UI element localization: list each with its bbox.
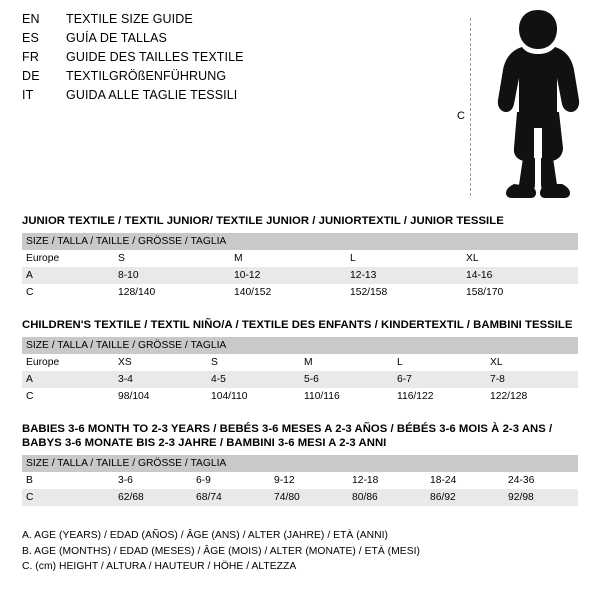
- cell: 140/152: [230, 284, 346, 301]
- section-babies: [22, 422, 578, 506]
- header-row: [22, 31, 452, 50]
- cell: 4-5: [207, 371, 300, 388]
- section-title: BABIES 3-6 MONTH TO 2-3 YEARS / BEBÉS 3-6 MESES A 2-3 AÑOS / BÉBÉS 3-6 MOIS À 2-3 ANS / BABYS 3-6 MONATE BIS 2-3 JAHRE / BAMBINI 3-6 MESI A 2-3 ANNI: [22, 423, 553, 449]
- junior-size-table: [22, 233, 578, 301]
- cell: 74/80: [270, 489, 348, 506]
- cell: XL: [462, 250, 578, 267]
- cell: S: [114, 250, 230, 267]
- header-row: [22, 50, 452, 69]
- row-label: Europe: [22, 250, 114, 267]
- row-label: A: [22, 267, 114, 284]
- height-figure: [440, 6, 590, 201]
- language-code: EN: [22, 12, 40, 26]
- section-title: JUNIOR TEXTILE / TEXTIL JUNIOR/ TEXTILE JUNIOR / JUNIORTEXTIL / JUNIOR TESSILE: [22, 215, 504, 227]
- cell: 9-12: [270, 472, 348, 489]
- language-code: ES: [22, 31, 40, 45]
- toddler-silhouette-icon: [488, 8, 588, 200]
- cell: 3-6: [114, 472, 192, 489]
- cell: 92/98: [504, 489, 578, 506]
- language-title: TEXTILE SIZE GUIDE: [66, 12, 193, 26]
- language-title: GUIDA ALLE TAGLIE TESSILI: [66, 88, 238, 102]
- legend-line-b: B. AGE (MONTHS) / EDAD (MESES) / ÂGE (MOIS) / ALTER (MONATE) / ETÀ (MESI): [22, 545, 421, 557]
- table-row: [22, 489, 578, 506]
- cell: 24-36: [504, 472, 578, 489]
- table-row: [22, 388, 578, 405]
- table-band-row: [22, 233, 578, 250]
- cell: 98/104: [114, 388, 207, 405]
- cell: 62/68: [114, 489, 192, 506]
- language-code: DE: [22, 69, 40, 83]
- babies-size-table: [22, 455, 578, 506]
- row-label: C: [22, 388, 114, 405]
- cell: 122/128: [486, 388, 578, 405]
- height-dashed-line: [470, 18, 471, 196]
- language-title: GUÍA DE TALLAS: [66, 31, 167, 45]
- cell: 158/170: [462, 284, 578, 301]
- cell: 104/110: [207, 388, 300, 405]
- cell: 12-13: [346, 267, 462, 284]
- cell: 110/116: [300, 388, 393, 405]
- cell: 116/122: [393, 388, 486, 405]
- height-measure-label: C: [457, 110, 465, 122]
- cell: XS: [114, 354, 207, 371]
- section-title: CHILDREN'S TEXTILE / TEXTIL NIÑO/A / TEXTILE DES ENFANTS / KINDERTEXTIL / BAMBINI TESSILE: [22, 319, 573, 331]
- cell: 3-4: [114, 371, 207, 388]
- row-label: Europe: [22, 354, 114, 371]
- row-label: A: [22, 371, 114, 388]
- table-band-row: [22, 337, 578, 354]
- cell: 18-24: [426, 472, 504, 489]
- cell: 152/158: [346, 284, 462, 301]
- cell: L: [346, 250, 462, 267]
- cell: M: [230, 250, 346, 267]
- size-band-label: SIZE / TALLA / TAILLE / GRÖSSE / TAGLIA: [22, 337, 578, 354]
- cell: 12-18: [348, 472, 426, 489]
- cell: L: [393, 354, 486, 371]
- size-band-label: SIZE / TALLA / TAILLE / GRÖSSE / TAGLIA: [22, 455, 578, 472]
- header-row: [22, 69, 452, 88]
- table-row: [22, 250, 578, 267]
- cell: M: [300, 354, 393, 371]
- row-label: C: [22, 284, 114, 301]
- header-row: [22, 12, 452, 31]
- cell: S: [207, 354, 300, 371]
- cell: 80/86: [348, 489, 426, 506]
- cell: 14-16: [462, 267, 578, 284]
- language-code: FR: [22, 50, 40, 64]
- legend-line-c: C. (cm) HEIGHT / ALTURA / HAUTEUR / HÖHE / ALTEZZA: [22, 561, 297, 572]
- table-band-row: [22, 455, 578, 472]
- table-row: [22, 371, 578, 388]
- size-band-label: SIZE / TALLA / TAILLE / GRÖSSE / TAGLIA: [22, 233, 578, 250]
- table-row: [22, 354, 578, 371]
- cell: 10-12: [230, 267, 346, 284]
- cell: 68/74: [192, 489, 270, 506]
- row-label: C: [22, 489, 114, 506]
- legend-line-a: A. AGE (YEARS) / EDAD (AÑOS) / ÂGE (ANS) / ALTER (JAHRE) / ETÀ (ANNI): [22, 530, 388, 541]
- children-size-table: [22, 337, 578, 405]
- cell: 6-9: [192, 472, 270, 489]
- cell: 86/92: [426, 489, 504, 506]
- table-row: [22, 284, 578, 301]
- cell: XL: [486, 354, 578, 371]
- row-label: B: [22, 472, 114, 489]
- header-language-block: [22, 12, 452, 107]
- cell: 7-8: [486, 371, 578, 388]
- section-junior: [22, 214, 578, 301]
- table-row: [22, 472, 578, 489]
- language-title: TEXTILGRÖßENFÜHRUNG: [66, 69, 227, 83]
- legend-block: [22, 528, 578, 575]
- cell: 6-7: [393, 371, 486, 388]
- language-code: IT: [22, 88, 34, 102]
- cell: 8-10: [114, 267, 230, 284]
- table-row: [22, 267, 578, 284]
- cell: 128/140: [114, 284, 230, 301]
- language-title: GUIDE DES TAILLES TEXTILE: [66, 50, 244, 64]
- header-row: [22, 88, 452, 107]
- cell: 5-6: [300, 371, 393, 388]
- section-children: [22, 318, 578, 405]
